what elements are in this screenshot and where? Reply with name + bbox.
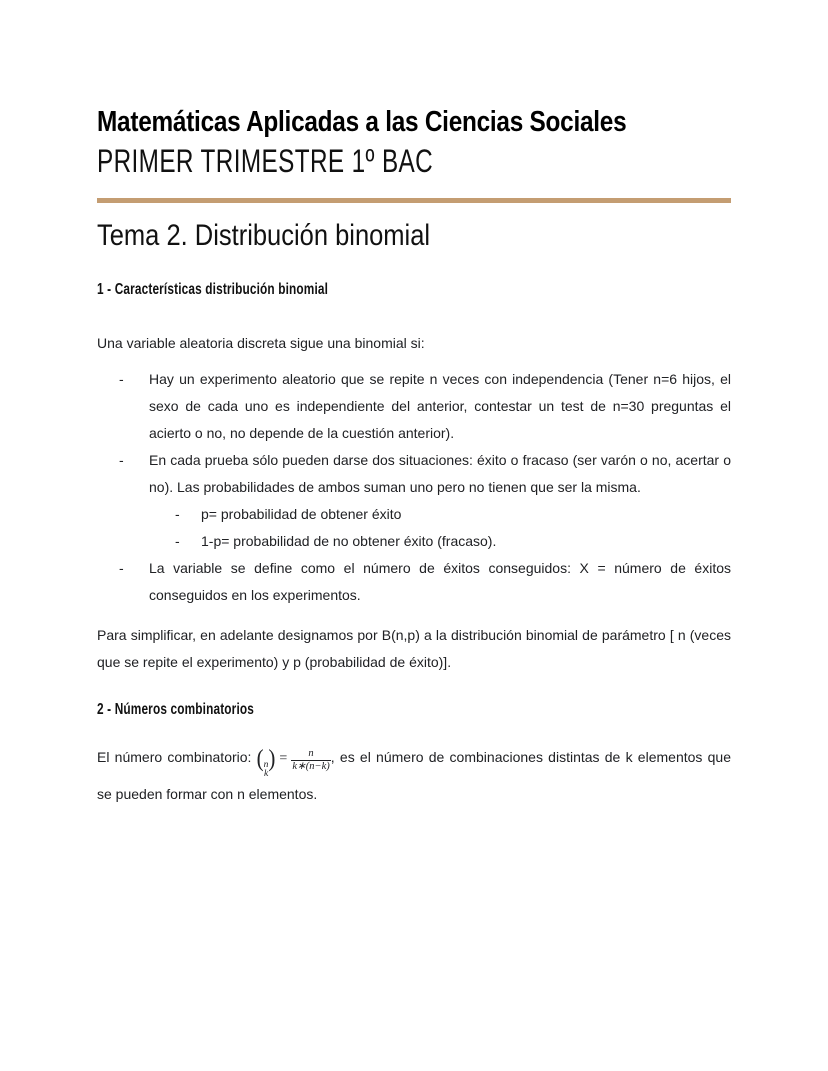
equals-sign: = xyxy=(279,751,288,766)
section-1-heading-text: 1 - Características distribución binomial xyxy=(97,281,329,298)
dash-marker: - xyxy=(119,452,124,468)
sub-list-item xyxy=(149,501,731,528)
doc-title xyxy=(97,104,731,141)
list-item xyxy=(97,366,731,447)
dash-marker: - xyxy=(175,533,180,549)
list-item-text: En cada prueba sólo pueden darse dos situaciones: éxito o fracaso (ser varón o no, acertar o no). Las probabilidades de ambos suman uno pero no tienen que ser la misma. xyxy=(149,452,731,495)
formula-trail-text: , es el número de combinaciones distintas de k elementos que se pueden formar con n elementos. xyxy=(97,749,731,802)
dash-marker: - xyxy=(175,506,180,522)
section-1-closing: Para simplificar, en adelante designamos por B(n,p) a la distribución binomial de parámetro [ n (veces que se repite el experimento) y p (probabilidad de éxito)]. xyxy=(97,627,731,670)
sub-list-item xyxy=(149,528,731,555)
section-2-heading-text: 2 - Números combinatorios xyxy=(97,701,254,718)
sub-list-item-text: 1-p= probabilidad de no obtener éxito (fracaso). xyxy=(201,533,497,549)
fraction-numerator: n xyxy=(291,748,330,761)
combinatorics-paragraph xyxy=(97,742,731,810)
chapter-heading xyxy=(97,218,731,254)
list-item-text: La variable se define como el número de éxitos conseguidos: X = número de éxitos conseguidos en los experimentos. xyxy=(149,560,731,603)
dash-marker: - xyxy=(119,560,124,576)
sub-list-item-text: p= probabilidad de obtener éxito xyxy=(201,506,402,522)
fraction-denominator: k∗(n−k) xyxy=(292,761,330,772)
list-item xyxy=(97,555,731,609)
open-paren: ( xyxy=(256,744,264,772)
binomial-n: n xyxy=(263,760,269,770)
chapter-heading-text: Tema 2. Distribución binomial xyxy=(97,219,431,252)
bullet-list xyxy=(97,366,731,609)
accent-rule xyxy=(97,198,731,203)
list-item xyxy=(97,447,731,555)
doc-subtitle-text: PRIMER TRIMESTRE 1º BAC xyxy=(97,143,434,179)
section-2-heading xyxy=(97,700,731,720)
formula-lead-text: El número combinatorio: xyxy=(97,749,257,765)
fraction xyxy=(291,748,330,773)
section-1-heading xyxy=(97,280,731,300)
doc-title-text: Matemáticas Aplicadas a las Ciencias Sociales xyxy=(97,106,627,138)
dash-marker: - xyxy=(119,371,124,387)
binomial-k: k xyxy=(263,769,269,779)
sub-bullet-list xyxy=(149,501,731,555)
binomial-coefficient-formula xyxy=(256,744,331,779)
close-paren: ) xyxy=(268,744,276,772)
section-1-intro: Una variable aleatoria discreta sigue una binomial si: xyxy=(97,335,425,351)
list-item-text: Hay un experimento aleatorio que se repite n veces con independencia (Tener n=6 hijos, el sexo de cada uno es independiente del anterior, contestar un test de n=30 preguntas el acierto o no, no depende de la cuestión anterior). xyxy=(149,371,731,441)
doc-subtitle xyxy=(97,141,731,181)
